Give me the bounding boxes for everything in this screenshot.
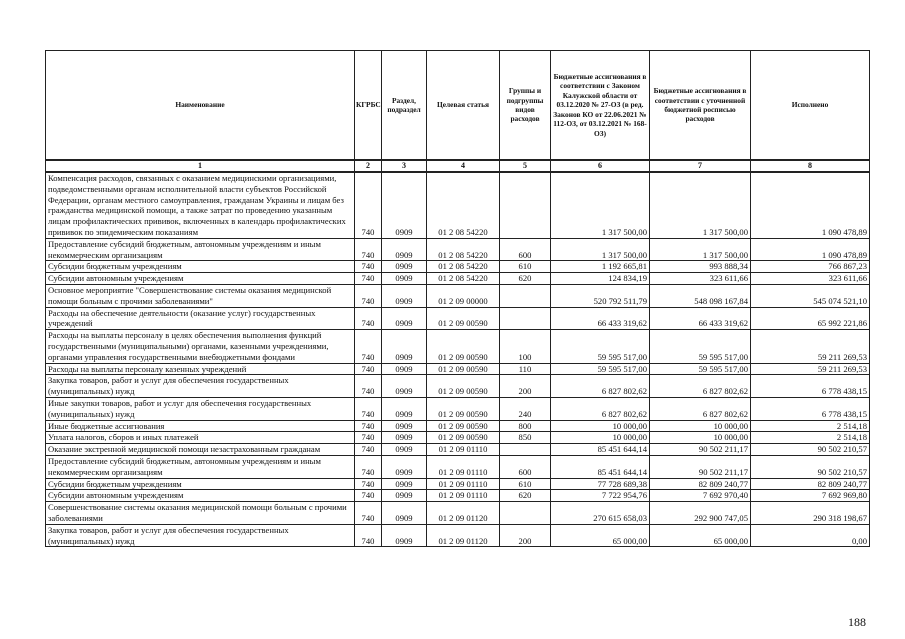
- row-name: Субсидии бюджетным учреждениям: [46, 261, 355, 273]
- row-section: 0909: [382, 375, 427, 398]
- row-group: [500, 284, 551, 307]
- row-refined: 10 000,00: [650, 432, 751, 444]
- column-number: 1: [46, 160, 355, 172]
- table-row: [46, 363, 870, 375]
- row-group: 600: [500, 455, 551, 478]
- table-row: [46, 284, 870, 307]
- row-kgrbs: 740: [355, 397, 382, 420]
- column-number: 2: [355, 160, 382, 172]
- row-name: Предоставление субсидий бюджетным, автономным учреждениям и иным некоммерческим организациям: [46, 455, 355, 478]
- row-group: 110: [500, 363, 551, 375]
- row-target: 01 2 09 01110: [427, 444, 500, 456]
- row-refined: 82 809 240,77: [650, 478, 751, 490]
- row-kgrbs: 740: [355, 363, 382, 375]
- column-number: 6: [551, 160, 650, 172]
- header-executed: Исполнено: [751, 51, 870, 161]
- table-row: [46, 172, 870, 238]
- row-group: [500, 444, 551, 456]
- row-kgrbs: 740: [355, 502, 382, 525]
- row-group: 620: [500, 273, 551, 285]
- row-section: 0909: [382, 238, 427, 261]
- row-group: [500, 502, 551, 525]
- row-executed: 6 778 438,15: [751, 397, 870, 420]
- row-executed: 1 090 478,89: [751, 172, 870, 238]
- row-target: 01 2 08 54220: [427, 261, 500, 273]
- table-row: [46, 432, 870, 444]
- table-row: [46, 490, 870, 502]
- row-refined: 323 611,66: [650, 273, 751, 285]
- row-kgrbs: 740: [355, 444, 382, 456]
- row-target: 01 2 09 00590: [427, 363, 500, 375]
- row-kgrbs: 740: [355, 375, 382, 398]
- row-group: [500, 307, 551, 330]
- row-section: 0909: [382, 261, 427, 273]
- row-name: Субсидии автономным учреждениям: [46, 490, 355, 502]
- row-approp: 10 000,00: [551, 432, 650, 444]
- row-kgrbs: 740: [355, 307, 382, 330]
- header-refined: Бюджетные ассигнования в соответствии с уточненной бюджетной росписью расходов: [650, 51, 751, 161]
- row-section: 0909: [382, 330, 427, 363]
- row-executed: 2 514,18: [751, 432, 870, 444]
- row-section: 0909: [382, 432, 427, 444]
- row-group: 200: [500, 524, 551, 547]
- row-target: 01 2 09 00590: [427, 307, 500, 330]
- row-section: 0909: [382, 502, 427, 525]
- header-name: Наименование: [46, 51, 355, 161]
- row-approp: 270 615 658,03: [551, 502, 650, 525]
- row-name: Субсидии бюджетным учреждениям: [46, 478, 355, 490]
- row-refined: 59 595 517,00: [650, 330, 751, 363]
- row-target: 01 2 09 00590: [427, 432, 500, 444]
- row-kgrbs: 740: [355, 455, 382, 478]
- header-target: Целевая статья: [427, 51, 500, 161]
- header-group: Группы и подгруппы видов расходов: [500, 51, 551, 161]
- row-target: 01 2 09 01120: [427, 502, 500, 525]
- row-refined: 90 502 211,17: [650, 455, 751, 478]
- header-kgrbs: КГРБС: [355, 51, 382, 161]
- column-number: 7: [650, 160, 751, 172]
- row-executed: 82 809 240,77: [751, 478, 870, 490]
- row-refined: 59 595 517,00: [650, 363, 751, 375]
- row-name: Расходы на обеспечение деятельности (оказание услуг) государственных учреждений: [46, 307, 355, 330]
- row-section: 0909: [382, 524, 427, 547]
- row-approp: 6 827 802,62: [551, 375, 650, 398]
- row-refined: 6 827 802,62: [650, 375, 751, 398]
- table-row: [46, 330, 870, 363]
- row-section: 0909: [382, 478, 427, 490]
- row-approp: 6 827 802,62: [551, 397, 650, 420]
- row-executed: 2 514,18: [751, 420, 870, 432]
- row-refined: 292 900 747,05: [650, 502, 751, 525]
- row-section: 0909: [382, 284, 427, 307]
- page-number: 188: [848, 615, 866, 629]
- row-section: 0909: [382, 455, 427, 478]
- row-executed: 6 778 438,15: [751, 375, 870, 398]
- row-approp: 124 834,19: [551, 273, 650, 285]
- row-group: 800: [500, 420, 551, 432]
- row-name: Предоставление субсидий бюджетным, автономным учреждениям и иным некоммерческим организациям: [46, 238, 355, 261]
- row-section: 0909: [382, 397, 427, 420]
- row-target: 01 2 09 00590: [427, 375, 500, 398]
- row-kgrbs: 740: [355, 273, 382, 285]
- row-section: 0909: [382, 490, 427, 502]
- row-approp: 65 000,00: [551, 524, 650, 547]
- header-approp: Бюджетные ассигнования в соответствии с Законом Калужской области от 03.12.2020 № 27-ОЗ (в ред. Законов КО от 22.06.2021 № 112-ОЗ, от 03.12.2021 № 168-ОЗ): [551, 51, 650, 161]
- row-section: 0909: [382, 273, 427, 285]
- row-section: 0909: [382, 444, 427, 456]
- row-approp: 520 792 511,79: [551, 284, 650, 307]
- table-row: [46, 375, 870, 398]
- row-refined: 10 000,00: [650, 420, 751, 432]
- row-kgrbs: 740: [355, 261, 382, 273]
- row-name: Оказание экстренной медицинской помощи незастрахованным гражданам: [46, 444, 355, 456]
- row-executed: 766 867,23: [751, 261, 870, 273]
- row-approp: 1 192 665,81: [551, 261, 650, 273]
- row-name: Компенсация расходов, связанных с оказанием медицинскими организациями, подведомственными органам исполнительной власти субъектов Российской Федерации, органам местного самоуправления, гражданам Украины и лицам без гражданства медицинской помощи, а также затрат по проведению указанным лицам профилактических прививок, включенных в календарь профилактических прививок по эпидемическим показаниям: [46, 172, 355, 238]
- row-executed: 0,00: [751, 524, 870, 547]
- row-executed: 90 502 210,57: [751, 444, 870, 456]
- row-target: 01 2 09 00590: [427, 397, 500, 420]
- row-approp: 1 317 500,00: [551, 172, 650, 238]
- table-row: [46, 420, 870, 432]
- row-refined: 66 433 319,62: [650, 307, 751, 330]
- row-name: Закупка товаров, работ и услуг для обеспечения государственных (муниципальных) нужд: [46, 524, 355, 547]
- row-target: 01 2 09 00000: [427, 284, 500, 307]
- row-group: 600: [500, 238, 551, 261]
- row-target: 01 2 09 00590: [427, 330, 500, 363]
- row-kgrbs: 740: [355, 432, 382, 444]
- row-target: 01 2 09 01110: [427, 455, 500, 478]
- row-refined: 1 317 500,00: [650, 238, 751, 261]
- column-number: 5: [500, 160, 551, 172]
- row-approp: 7 722 954,76: [551, 490, 650, 502]
- row-refined: 1 317 500,00: [650, 172, 751, 238]
- row-group: [500, 172, 551, 238]
- column-number: 8: [751, 160, 870, 172]
- row-executed: 323 611,66: [751, 273, 870, 285]
- table-row: [46, 238, 870, 261]
- table-row: [46, 307, 870, 330]
- row-target: 01 2 09 00590: [427, 420, 500, 432]
- row-kgrbs: 740: [355, 524, 382, 547]
- column-number: 4: [427, 160, 500, 172]
- row-approp: 85 451 644,14: [551, 455, 650, 478]
- row-group: 200: [500, 375, 551, 398]
- row-refined: 90 502 211,17: [650, 444, 751, 456]
- row-kgrbs: 740: [355, 478, 382, 490]
- row-executed: 7 692 969,80: [751, 490, 870, 502]
- row-approp: 59 595 517,00: [551, 330, 650, 363]
- row-kgrbs: 740: [355, 172, 382, 238]
- table-row: [46, 397, 870, 420]
- row-refined: 65 000,00: [650, 524, 751, 547]
- row-target: 01 2 09 01120: [427, 524, 500, 547]
- table-row: [46, 261, 870, 273]
- row-name: Иные закупки товаров, работ и услуг для обеспечения государственных (муниципальных) нужд: [46, 397, 355, 420]
- row-group: 610: [500, 478, 551, 490]
- row-name: Совершенствование системы оказания медицинской помощи больным с прочими заболеваниями: [46, 502, 355, 525]
- header-row: [46, 51, 870, 161]
- table-row: [46, 478, 870, 490]
- row-target: 01 2 08 54220: [427, 238, 500, 261]
- row-group: 240: [500, 397, 551, 420]
- table-row: [46, 524, 870, 547]
- column-number: 3: [382, 160, 427, 172]
- row-name: Субсидии автономным учреждениям: [46, 273, 355, 285]
- row-executed: 59 211 269,53: [751, 330, 870, 363]
- row-name: Иные бюджетные ассигнования: [46, 420, 355, 432]
- row-kgrbs: 740: [355, 238, 382, 261]
- budget-table: [45, 50, 870, 547]
- row-section: 0909: [382, 307, 427, 330]
- row-approp: 85 451 644,14: [551, 444, 650, 456]
- row-name: Закупка товаров, работ и услуг для обеспечения государственных (муниципальных) нужд: [46, 375, 355, 398]
- row-executed: 65 992 221,86: [751, 307, 870, 330]
- row-executed: 90 502 210,57: [751, 455, 870, 478]
- row-approp: 10 000,00: [551, 420, 650, 432]
- row-approp: 77 728 689,38: [551, 478, 650, 490]
- row-refined: 6 827 802,62: [650, 397, 751, 420]
- row-target: 01 2 09 01110: [427, 478, 500, 490]
- row-section: 0909: [382, 172, 427, 238]
- row-target: 01 2 08 54220: [427, 172, 500, 238]
- column-number-row: [46, 160, 870, 172]
- row-refined: 548 098 167,84: [650, 284, 751, 307]
- row-name: Расходы на выплаты персоналу в целях обеспечения выполнения функций государственными (муниципальными) органами, казенными учреждениями, органами управления государственными внебюджетными фондами: [46, 330, 355, 363]
- row-name: Расходы на выплаты персоналу казенных учреждений: [46, 363, 355, 375]
- row-target: 01 2 08 54220: [427, 273, 500, 285]
- row-approp: 1 317 500,00: [551, 238, 650, 261]
- row-group: 100: [500, 330, 551, 363]
- row-section: 0909: [382, 420, 427, 432]
- row-executed: 290 318 198,67: [751, 502, 870, 525]
- row-group: 620: [500, 490, 551, 502]
- row-kgrbs: 740: [355, 490, 382, 502]
- table-row: [46, 273, 870, 285]
- table-row: [46, 455, 870, 478]
- row-target: 01 2 09 01110: [427, 490, 500, 502]
- row-approp: 66 433 319,62: [551, 307, 650, 330]
- row-executed: 59 211 269,53: [751, 363, 870, 375]
- table-row: [46, 502, 870, 525]
- row-refined: 993 888,34: [650, 261, 751, 273]
- row-name: Уплата налогов, сборов и иных платежей: [46, 432, 355, 444]
- row-executed: 545 074 521,10: [751, 284, 870, 307]
- row-group: 610: [500, 261, 551, 273]
- row-name: Основное мероприятие "Совершенствование системы оказания медицинской помощи больным с прочими заболеваниями": [46, 284, 355, 307]
- row-kgrbs: 740: [355, 330, 382, 363]
- row-refined: 7 692 970,40: [650, 490, 751, 502]
- row-kgrbs: 740: [355, 284, 382, 307]
- row-approp: 59 595 517,00: [551, 363, 650, 375]
- row-group: 850: [500, 432, 551, 444]
- row-section: 0909: [382, 363, 427, 375]
- table-row: [46, 444, 870, 456]
- row-kgrbs: 740: [355, 420, 382, 432]
- header-section: Раздел, подраздел: [382, 51, 427, 161]
- row-executed: 1 090 478,89: [751, 238, 870, 261]
